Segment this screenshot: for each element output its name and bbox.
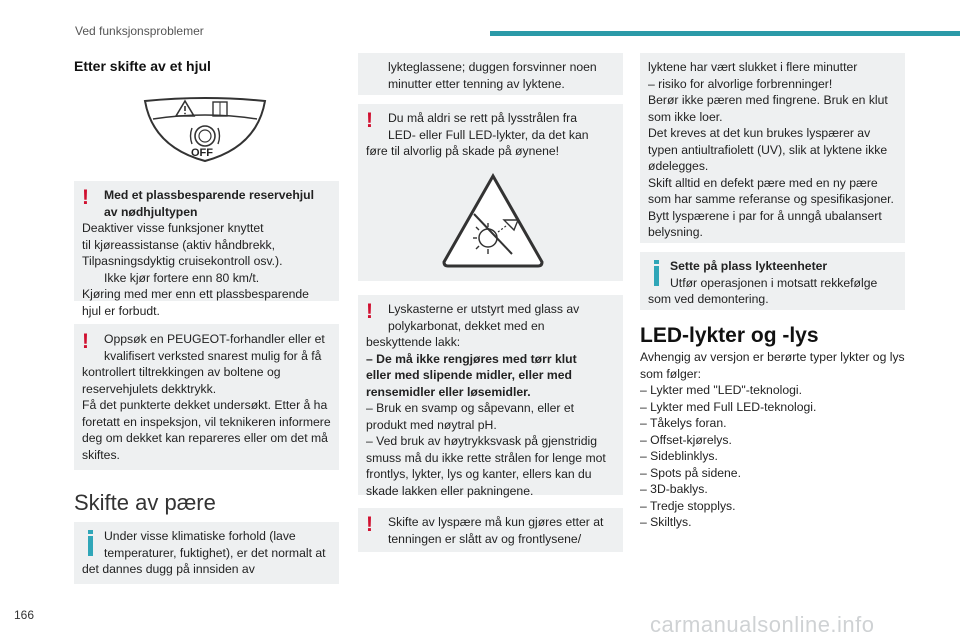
heading-wheel-change: Etter skifte av et hjul: [74, 58, 211, 74]
warning-exclamation-icon: !: [82, 330, 89, 353]
info-icon: [648, 260, 666, 288]
warning-exclamation-icon: !: [366, 109, 373, 132]
dashboard-off-label: OFF: [191, 147, 213, 159]
warning-exclamation-icon: !: [366, 513, 373, 536]
warning-box-bulb-change: ! Skifte av lyspære må kun gjøres etter at tenningen er slått av og frontlysene/: [358, 508, 623, 552]
list-item: – Skiltlys.: [640, 515, 692, 529]
no-looking-at-light-icon: [438, 170, 548, 275]
header-accent-bar: [490, 31, 960, 36]
info-box-condensation-cont: lykteglassene; duggen forsvinner noen minutter etter tenning av lyktene.: [358, 53, 623, 95]
warning-exclamation-icon: !: [366, 300, 373, 323]
dashboard-warning-icon: [143, 97, 267, 163]
warning-box-dealer: ! Oppsøk en PEUGEOT-forhandler eller et kvalifisert verksted snarest mulig for å få kontrollert tiltrekkingen av boltene og reservehjulets dekktrykk. Få det punkterte dekket undersøkt. Etter å ha foretatt en inspeksjon, vil teknikeren informere deg om dekket kan repareres eller om det må skiftes.: [74, 324, 339, 470]
list-item: – Tredje stopplys.: [640, 498, 736, 513]
list-item: – Offset-kjørelys.: [640, 432, 732, 447]
info-icon: [82, 530, 100, 558]
list-item: – Sideblinklys.: [640, 449, 718, 463]
info-box-condensation: Under visse klimatiske forhold (lave temperaturer, fuktighet), er det normalt at det dannes dugg på innsiden av: [74, 522, 339, 584]
list-item: – Spots på sidene.: [640, 465, 741, 480]
warning-box-polycarbonate: ! Lyskasterne er utstyrt med glass av polykarbonat, dekket med en beskyttende lakk: – De må ikke rengjøres med tørr klut eller med slipende midler, eller med rensemidler eller løsemidler. – Bruk en svamp og såpevann, eller et produkt med nøytral pH. – Ved bruk av høytrykksvask på gjenstridig smuss må du ikke rette strålen for lenge mot frontlys, lykter, lys og kanter, ellers kan du skade lakken eller pakningene.: [358, 295, 623, 495]
section-heading-bulb-change: Skifte av pære: [74, 490, 216, 515]
list-item: – Lykter med "LED"-teknologi.: [640, 383, 802, 397]
section-heading-led: LED-lykter og -lys: [640, 324, 819, 347]
warning-box-bulb-change-cont: lyktene har vært slukket i flere minutter – risiko for alvorlige forbrenninger! Berør ikke pæren med fingrene. Bruk en klut som ikke loer. Det kreves at det kun brukes lyspærer av typen antiultrafiolett (UV), slik at lyktene ikke ødelegges. Skift alltid en defekt pære med en ny pære som har samme referanse og spesifikasjoner. Bytt lyspærene i par for å unngå ubalansert belysning.: [640, 53, 905, 243]
led-list-block: Avhengig av versjon er berørte typer lykter og lys som følger: – Lykter med "LED"-teknologi. – Lykter med Full LED-teknologi. – Tåkelys foran. – Offset-kjørelys. – Sideblinklys. – Spots på sidene. – 3D-baklys. – Tredje stopplys. – Skiltlys.: [640, 350, 905, 529]
list-item: – Tåkelys foran.: [640, 416, 727, 430]
list-item: – Lykter med Full LED-teknologi.: [640, 399, 817, 414]
page-number: 166: [14, 608, 35, 622]
warning-exclamation-icon: !: [82, 186, 89, 209]
info-box-refit-lamps: Sette på plass lykteenheter Utfør operasjonen i motsatt rekkefølge som ved demontering.: [640, 252, 905, 310]
warning-box-led-eyes: ! Du må aldri se rett på lysstrålen fra LED- eller Full LED-lykter, da det kan føre til alvorlig på skade på øynene!: [358, 104, 623, 281]
list-item: – 3D-baklys.: [640, 482, 708, 496]
running-header: Ved funksjonsproblemer: [75, 24, 204, 38]
warning-box-spare-wheel: ! Med et plassbesparende reservehjul av nødhjultypen Deaktiver visse funksjoner knyttet til kjøreassistanse (aktiv håndbrekk, Tilpasningsdyktig cruisekontroll osv.). Ikke kjør fortere enn 80 km/t. Kjøring med mer enn ett plassbesparende hjul er forbudt.: [74, 181, 339, 301]
watermark: carmanualsonline.info: [650, 612, 875, 637]
